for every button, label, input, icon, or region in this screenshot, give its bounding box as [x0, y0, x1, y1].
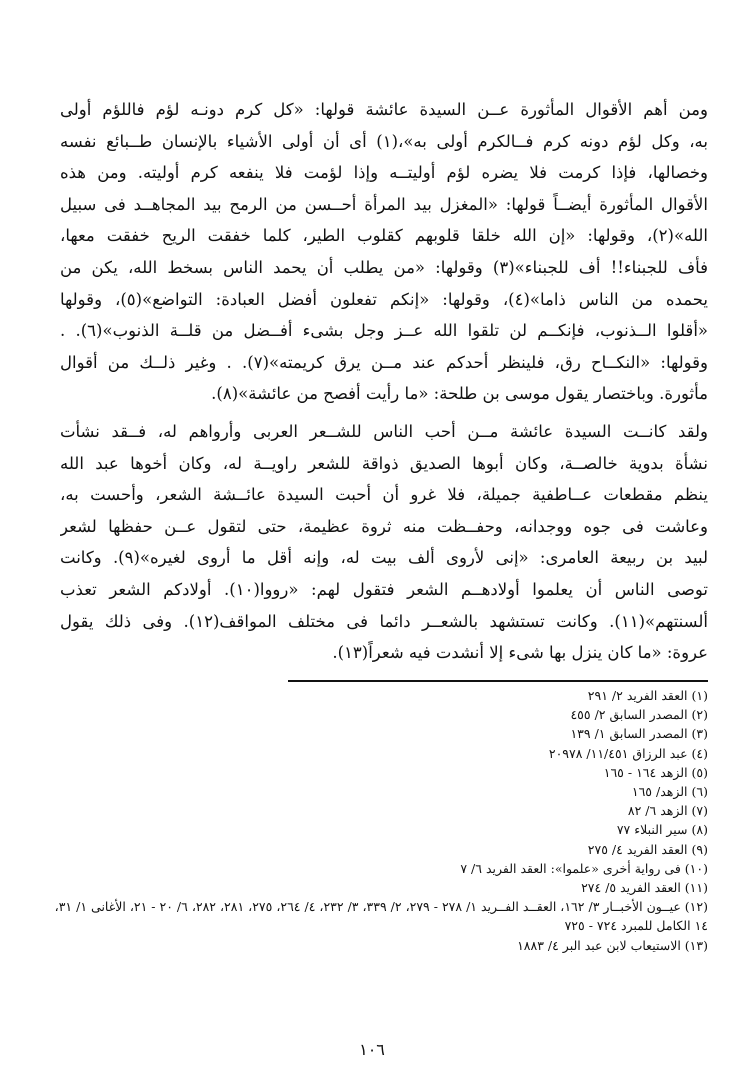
text-line: «أقلوا الــذنوب، فإنكــم لن تلقوا الله عــز وجل بشىء أفــضل من قلــة الذنوب»(٦). .: [60, 321, 708, 341]
footnote: (٦) الزهد/ ١٦٥: [631, 784, 708, 800]
paragraph-2: [60, 416, 708, 669]
text-line: وعاشت فى جوه ووجدانه، وحفــظت منه ثروة عظيمة، حتى لتقول عــن حفظها لشعر: [60, 516, 708, 536]
footnote: (٨) سير النبلاء ٧٧: [616, 822, 708, 838]
footnote: (١٢) عيــون الأخبــار ٣/ ١٦٢، العقــد الفــريد ١/ ٢٧٨ - ٢٧٩، ٢/ ٣٣٩، ٣/ ٢٣٢، ٤/ ٢٦٤، ٢٧٥، ٢٨١، ٢٨٢، ٦/ ٢٠ - ٢١، الأغانى ١/ ٣١، ١٤ الكامل للمبرد ٧٢٤ - ٧٢٥: [54, 899, 708, 934]
text-line: نشأة بدوية خالصــة، وكان أبوها الصديق ذواقة للشعر راويــة له، وكان أخوها عبد الله: [60, 453, 708, 473]
paragraph-1: [60, 94, 708, 410]
text-line: عروة: «ما كان ينزل بها شىء إلا أنشدت فيه شعراً(١٣).: [332, 643, 708, 663]
text-line: يحمده من الناس ذاما»(٤)، وقولها: «إنكم تفعلون أفضل العبادة: التواضع»(٥)، وقولها: [60, 289, 708, 309]
text-line: مأثورة. وباختصار يقول موسى بن طلحة: «ما رأيت أفصح من عائشة»(٨).: [211, 384, 708, 404]
text-line: الله»(٢)، وقولها: «إن الله خلقا قلوبهم كقلوب الطير، كلما خفقت الريح خفقت معها،: [60, 226, 708, 246]
footnotes: [40, 686, 708, 955]
text-line: ومن أهم الأقوال المأثورة عــن السيدة عائشة قولها: «كل كرم دونـه لؤم فاللؤم أولى: [60, 100, 708, 119]
footnote: (٧) الزهد ٦/ ٨٢: [627, 803, 708, 819]
text-line: ولقد كانــت السيدة عائشة مــن أحب الناس للشــعر العربى وأرواهم له، فــقد نشأت: [60, 421, 708, 441]
footnote: (١) العقد الفريد ٢/ ٢٩١: [587, 688, 708, 703]
text-line: ينظم مقطعات عــاطفية جميلة، فلا غرو أن أحبت السيدة عائــشة الشعر، وأحست به،: [60, 485, 708, 505]
footnote: (٣) المصدر السابق ١/ ١٣٩: [570, 726, 708, 742]
footnote: (١٠) فى رواية أخرى «علموا»: العقد الفريد ٦/ ٧: [460, 860, 708, 876]
footnote-divider: [288, 680, 708, 682]
footnote: (٥) الزهد ١٦٤ - ١٦٥: [603, 764, 708, 780]
page-number: ١٠٦: [359, 1040, 385, 1059]
text-line: لبيد بن ربيعة العامرى: «إنى لأروى ألف بيت له، وإنه أقل ما أروى لغيره»(٩). وكانت: [60, 548, 708, 568]
footnote: (٤) عبد الرزاق ١١/٤٥١/ ٢٠٩٧٨: [548, 745, 708, 761]
footnote: (٩) العقد الفريد ٤/ ٢٧٥: [587, 841, 708, 857]
text-line: وخصالها، فإذا كرمت فلا يضره لؤم أوليتــه وإذا لؤمت فلا ينفعه كرم أوليته. ومن هذه: [60, 163, 708, 183]
text-line: الأقوال المأثورة أيضــاً قولها: «المغزل بيد المرأة أحــسن من الرمح بيد المجاهــد فى سبيل: [60, 194, 708, 214]
footnote: (١٣) الاستيعاب لابن عبد البر ٤/ ١٨٨٣: [517, 937, 708, 953]
text-line: فأف للجبناء!! أف للجبناء»(٣) وقولها: «من يطلب أن يحمد الناس بسخط الله، يكن من: [60, 257, 708, 277]
footnote: (١١) العقد الفريد ٥/ ٢٧٤: [581, 880, 708, 896]
text-line: ألسنتهم»(١١). وكانت تستشهد بالشعــر دائما فى مختلف المواقف(١٢). وفى ذلك يقول: [60, 611, 708, 631]
main-text: [60, 94, 708, 669]
text-line: به، وكل لؤم دونه كرم فــالكرم أولى به»،(١) أى أن أولى الأشياء بالإنسان طــبائع نفسه: [60, 131, 708, 151]
text-line: توصى الناس أن يعلموا أولادهــم الشعر فتقول لهم: «رووا(١٠). أولادكم الشعر تعذب: [60, 579, 708, 599]
footnote: (٢) المصدر السابق ٢/ ٤٥٥: [570, 707, 708, 723]
text-line: وقولها: «النكــاح رق، فلينظر أحدكم عند مــن يرق كريمته»(٧). . وغير ذلــك من أقوال: [60, 352, 708, 372]
